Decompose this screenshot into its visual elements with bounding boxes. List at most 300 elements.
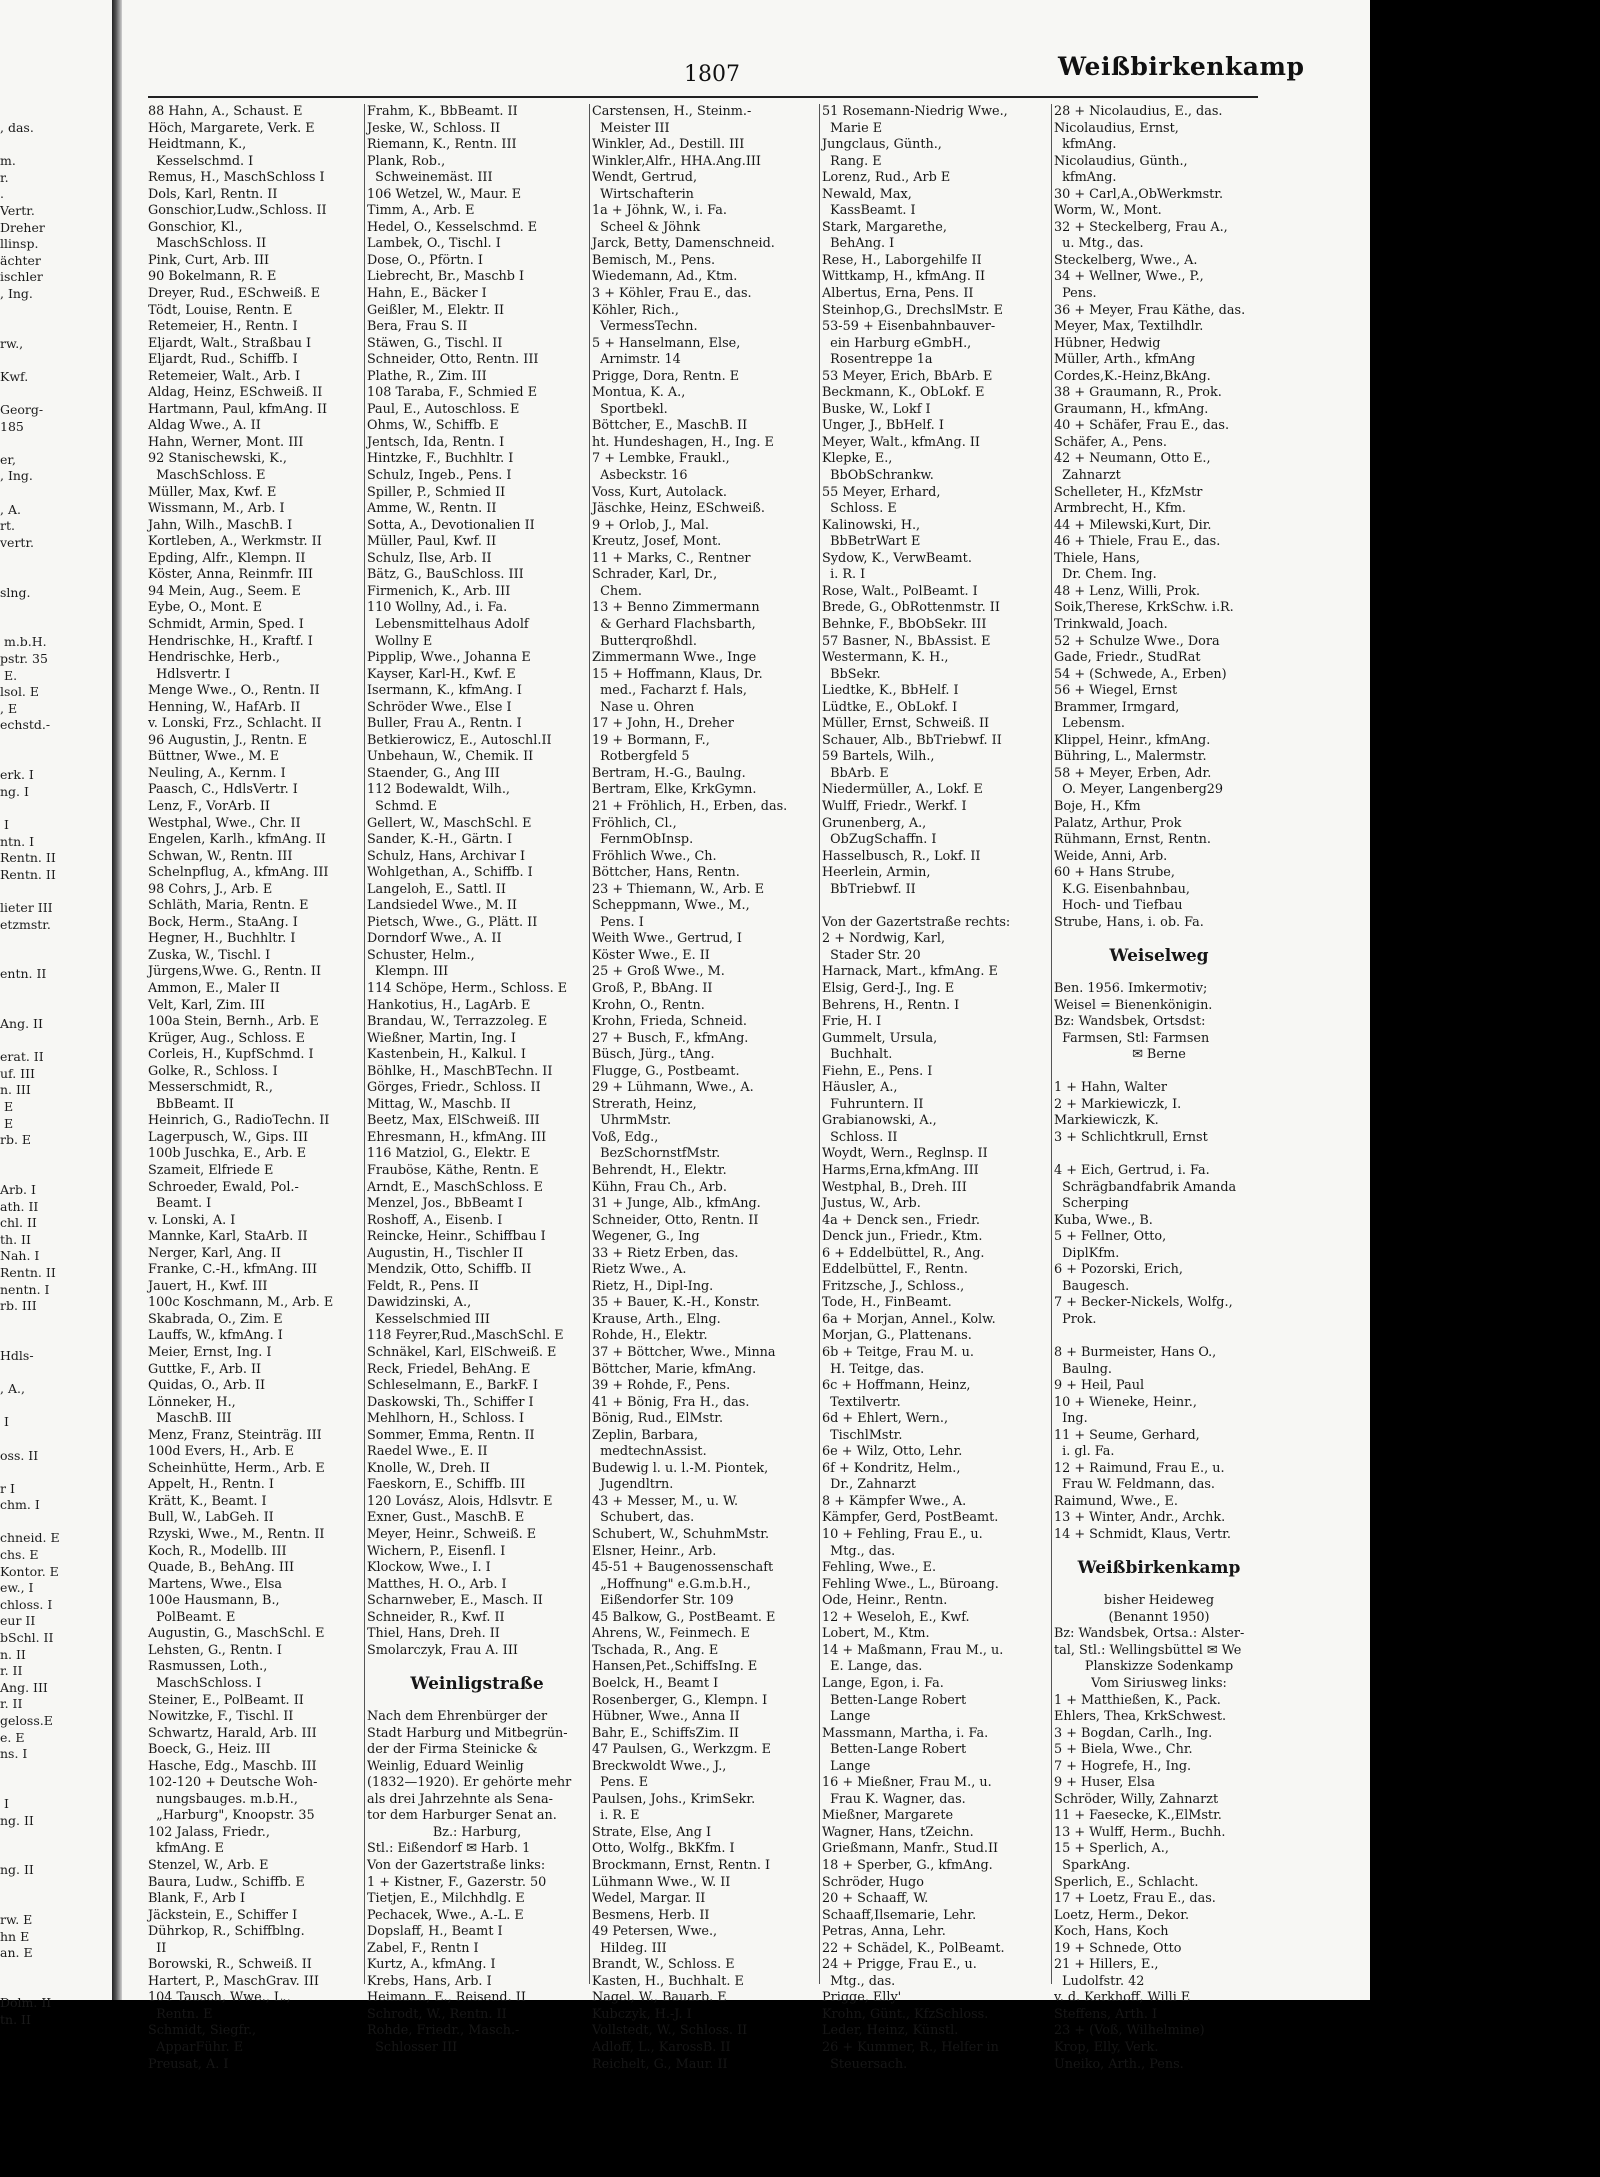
directory-entry-line: Augustin, G., MaschSchl. E — [148, 1626, 325, 1642]
directory-entry-line: Müller, Arth., kfmAng — [1054, 352, 1196, 368]
directory-entry-line: Stäwen, G., Tischl. II — [367, 335, 503, 351]
directory-entry-line: Hildeg. III — [592, 1940, 667, 1956]
directory-entry-line: medtechnAssist. — [592, 1444, 707, 1460]
directory-entry-line: Hahn, E., Bäcker I — [367, 286, 487, 302]
directory-entry-line: Fröhlich Wwe., Ch. — [592, 848, 717, 864]
directory-entry-line: Tschada, R., Ang. E — [592, 1642, 719, 1658]
directory-entry-line: Bönig, Rud., ElMstr. — [592, 1411, 724, 1427]
directory-entry-line: Szameit, Elfriede E — [148, 1163, 274, 1178]
directory-entry-line: Schneider, Otto, Rentn. III — [367, 352, 539, 368]
directory-entry-line: Jürgens,Wwe. G., Rentn. II — [148, 964, 321, 980]
directory-entry-line: 6 + Pozorski, Erich, — [1054, 1262, 1183, 1278]
directory-entry-line: 3 + Köhler, Frau E., das. — [592, 286, 752, 302]
directory-entry-line: Daskowski, Th., Schiffer I — [367, 1394, 534, 1410]
directory-entry-line: Stenzel, W., Arb. E — [148, 1857, 269, 1873]
directory-entry-line: Hendrischke, Herb., — [148, 650, 280, 666]
directory-entry-line: Kuba, Wwe., B. — [1054, 1212, 1153, 1228]
directory-entry-line: MaschSchloss. E — [148, 468, 266, 484]
directory-entry-line: Köhler, Rich., — [592, 302, 679, 318]
directory-entry-line: Graumann, H., kfmAng. — [1054, 401, 1209, 417]
directory-entry-line: 38 + Graumann, R., Prok. — [1054, 385, 1222, 401]
directory-column-4 — [822, 104, 1050, 2072]
directory-entry-line: 1 + Kistner, F., Gazerstr. 50 — [367, 1874, 547, 1890]
previous-page-edge-text: , das. m. r. . Vertr. Dreher llinsp. ächter ischler , Ing. rw., Kwf. Georg- 185 er, , Ing. , A. rt. vertr. slng. m.b.H. pstr. 35 E. lsol. E , E echstd.- erk. I ng. I I ntn. I Rentn. II Rentn. II lieter III etzmstr. entn. II Ang. II erat. II uf. III n. III E E rb. E Arb. I ath. II chl. II th. II Nah. I Rentn. II nentn. I rb. III Hdls- , A., I oss. II r I chm. I chneid. E chs. E Kontor. E ew., I chloss. I eur II bSchl. II n. II r. II Ang. III r. II geloss.E e. E ns. I I ng. II ng. II rw. E hn E an. E Dolm. II tn. II — [0, 120, 60, 2027]
directory-entry-line: 100a Stein, Bernh., Arb. E — [148, 1014, 319, 1030]
directory-entry-line: Müller, Paul, Kwf. II — [367, 534, 497, 550]
directory-entry-line: Quade, B., BehAng. III — [148, 1560, 295, 1576]
directory-entry-line: Trinkwald, Joach. — [1054, 616, 1168, 632]
directory-entry-line: Lebensm. — [1054, 716, 1125, 732]
directory-entry-line: Müller, Max, Kwf. E — [148, 484, 277, 500]
directory-entry-line: BbSekr. — [822, 666, 881, 682]
directory-entry-line: Betten-Lange Robert — [822, 1742, 967, 1758]
directory-entry-line: Massmann, Martha, i. Fa. — [822, 1725, 989, 1741]
directory-entry-line: Jäschke, Heinz, ESchweiß. — [592, 501, 765, 517]
directory-entry-line: Schwartz, Harald, Arb. III — [148, 1725, 317, 1741]
directory-entry-line: Nagel, W., Bauarb. E — [592, 1990, 727, 2006]
directory-entry-line: Wagner, Hans, tZeichn. — [822, 1824, 974, 1840]
directory-entry-line: Buller, Frau A., Rentn. I — [367, 716, 522, 732]
directory-entry-line: Armbrecht, H., Kfm. — [1054, 501, 1186, 517]
directory-entry-line: 13 + Wulff, Herm., Buchh. — [1054, 1824, 1226, 1840]
directory-entry-line: Schröder, Willy, Zahnarzt — [1054, 1791, 1219, 1807]
directory-entry-line: Beetz, Max, ElSchweiß. III — [367, 1113, 540, 1129]
directory-entry-line: Westphal, Wwe., Chr. II — [148, 815, 301, 831]
directory-entry-line: Palatz, Arthur, Prok — [1054, 815, 1182, 831]
directory-entry-line: Smolarczyk, Frau A. III — [367, 1642, 518, 1658]
directory-entry-line: Strerath, Heinz, — [592, 1096, 697, 1112]
directory-entry-line: Hdlsvertr. I — [148, 666, 231, 682]
directory-entry-line: 88 Hahn, A., Schaust. E — [148, 104, 303, 119]
directory-entry-line: Boeck, G., Heiz. III — [148, 1742, 271, 1758]
directory-entry-line: 100d Evers, H., Arb. E — [148, 1444, 295, 1460]
directory-entry-line: Brandt, W., Schloss. E — [592, 1957, 735, 1973]
directory-entry-line: Schröder, Hugo — [822, 1874, 924, 1890]
directory-entry-line: FernmObInsp. — [592, 832, 694, 848]
directory-entry-line: Dols, Karl, Rentn. II — [148, 186, 278, 202]
directory-entry-line: Klempn. III — [367, 964, 449, 980]
directory-entry-line: Geißler, M., Elektr. II — [367, 302, 505, 318]
directory-entry-line: BbArb. E — [822, 765, 889, 781]
directory-entry-line: Ehresmann, H., kfmAng. III — [367, 1129, 547, 1145]
directory-entry-line: Jauert, H., Kwf. III — [148, 1278, 268, 1294]
directory-entry-line: Denck jun., Friedr., Ktm. — [822, 1229, 983, 1245]
directory-entry-line: Ing. — [1054, 1411, 1088, 1427]
directory-entry-line: Zahnarzt — [1054, 468, 1121, 484]
directory-entry-line: Köster, Anna, Reinmfr. III — [148, 567, 313, 583]
directory-entry-line: Lauffs, W., kfmAng. I — [148, 1328, 283, 1344]
directory-entry-line: Wiedemann, Ad., Ktm. — [592, 269, 738, 285]
street-note: Vom Siriusweg links: — [1091, 1675, 1227, 1691]
directory-entry-line: Schläth, Maria, Rentn. E — [148, 898, 309, 914]
directory-entry-line: Besmens, Herb. II — [592, 1907, 710, 1923]
directory-entry-line: Hankotius, H., LagArb. E — [367, 997, 531, 1013]
directory-column-3 — [592, 104, 818, 2072]
directory-entry-line: Fritzsche, J., Schloss., — [822, 1278, 965, 1294]
directory-entry-line: Rohde, H., Elektr. — [592, 1328, 708, 1344]
directory-entry-line: Kesselschmd. I — [148, 153, 254, 169]
directory-entry-line: Krohn, O., Rentn. — [592, 997, 705, 1013]
directory-entry-line — [367, 1693, 587, 1710]
directory-entry-line: Stadt Harburg und Mitbegrün- — [367, 1725, 568, 1741]
directory-entry-line: Elsig, Gerd-J., Ing. E — [822, 980, 955, 996]
directory-entry-line: Krebs, Hans, Arb. I — [367, 1973, 492, 1989]
directory-entry-line: DiplKfm. — [1054, 1245, 1120, 1261]
directory-entry-line: Winkler, Ad., Destill. III — [592, 137, 745, 153]
directory-entry-line: Paul, E., Autoschloss. E — [367, 401, 520, 417]
directory-entry-line: Sportbekl. — [592, 401, 668, 417]
directory-entry-line: Timm, A., Arb. E — [367, 203, 475, 219]
directory-entry-line: 6b + Teitge, Frau M. u. — [822, 1345, 974, 1361]
directory-entry-line: Frauböse, Käthe, Rentn. E — [367, 1163, 539, 1178]
directory-entry-line: Strate, Else, Ang I — [592, 1824, 712, 1840]
directory-entry-line: Frau K. Wagner, das. — [822, 1791, 966, 1807]
directory-entry-line: Ben. 1956. Imkermotiv; — [1054, 980, 1208, 996]
directory-entry-line: Bera, Frau S. II — [367, 319, 468, 335]
directory-entry-line: Steuersach. — [822, 2056, 908, 2072]
directory-entry-line: Flugge, G., Postbeamt. — [592, 1063, 740, 1079]
directory-entry-line: Schloss. II — [822, 1129, 898, 1145]
directory-entry-line: u. Mtg., das. — [1054, 236, 1144, 252]
directory-entry-line: Heinrich, G., RadioTechn. II — [148, 1113, 330, 1129]
directory-entry-line: Eljardt, Rud., Schiffb. I — [148, 352, 298, 368]
directory-entry-line: Brede, G., ObRottenmstr. II — [822, 600, 1000, 616]
running-head: Weißbirkenkamp — [1058, 52, 1305, 81]
directory-entry-line: 39 + Rohde, F., Pens. — [592, 1378, 731, 1394]
directory-entry-line: 19 + Schnede, Otto — [1054, 1940, 1182, 1956]
directory-entry-line: Voß, Edg., — [592, 1129, 659, 1145]
directory-entry-line: (1832—1920). Er gehörte mehr — [367, 1775, 572, 1791]
directory-entry-line: 26 + Kummer, R., Helfer in — [822, 2039, 999, 2055]
directory-entry-line: Wichern, P., Eisenfl. I — [367, 1543, 506, 1559]
directory-entry-line: Eljardt, Walt., Straßbau I — [148, 335, 312, 351]
street-heading: Weiselweg — [1109, 945, 1209, 966]
directory-entry-line: Wießner, Martin, Ing. I — [367, 1030, 516, 1046]
directory-entry-line: Hasselbusch, R., Lokf. II — [822, 848, 981, 864]
directory-entry-line: Büsch, Jürg., tAng. — [592, 1047, 715, 1063]
directory-entry-line: Jarck, Betty, Damenschneid. — [592, 236, 775, 252]
directory-entry-line: Klepke, E., — [822, 451, 893, 467]
directory-entry-line: 6f + Kondritz, Helm., — [822, 1460, 961, 1476]
directory-entry-line: ApparFühr. E — [148, 2039, 244, 2055]
directory-entry-line: Schneider, R., Kwf. II — [367, 1609, 505, 1625]
directory-entry-line: Nerger, Karl, Ang. II — [148, 1245, 281, 1261]
directory-entry-line: Jentsch, Ida, Rentn. I — [367, 434, 505, 450]
directory-entry-line: Cordes,K.-Heinz,BkAng. — [1054, 368, 1211, 384]
directory-entry-line: 28 + Nicolaudius, E., das. — [1054, 104, 1223, 119]
directory-entry-line: Behrendt, H., Elektr. — [592, 1163, 727, 1178]
directory-entry-line: Sommer, Emma, Rentn. II — [367, 1427, 535, 1443]
directory-entry-line: 120 Lovász, Alois, Hdlsvtr. E — [367, 1493, 553, 1509]
directory-entry-line: 33 + Rietz Erben, das. — [592, 1245, 739, 1261]
directory-entry-line: Schauer, Alb., BbTriebwf. II — [822, 732, 1002, 748]
directory-entry-line: Soik,Therese, KrkSchw. i.R. — [1054, 600, 1234, 616]
directory-entry-line: 48 + Lenz, Willi, Prok. — [1054, 583, 1201, 599]
directory-entry-line: 57 Basner, N., BbAssist. E — [822, 633, 991, 649]
directory-entry-line: Frie, H. I — [822, 1014, 882, 1030]
directory-entry-line: Aldag, Heinz, ESchweiß. II — [148, 385, 323, 401]
directory-entry-line: Weinlig, Eduard Weinlig — [367, 1758, 524, 1774]
directory-entry-line: KassBeamt. I — [822, 203, 916, 219]
directory-entry-line: Amme, W., Rentn. II — [367, 501, 497, 517]
directory-entry-line: 11 + Faesecke, K.,ElMstr. — [1054, 1808, 1222, 1824]
directory-entry-line: Klockow, Wwe., I. I — [367, 1560, 491, 1576]
directory-entry-line: Betkierowicz, E., Autoschl.II — [367, 732, 552, 748]
directory-entry-line: Rotbergfeld 5 — [592, 749, 690, 765]
directory-entry-line: Schneider, Otto, Rentn. II — [592, 1212, 759, 1228]
directory-entry-line: Dührkop, R., Schiffblng. — [148, 1924, 305, 1940]
directory-entry-line: Nicolaudius, Ernst, — [1054, 120, 1179, 136]
directory-entry-line: Mtg., das. — [822, 1543, 896, 1559]
directory-entry-line: Wittkamp, H., kfmAng. II — [822, 269, 986, 285]
directory-entry-line: med., Facharzt f. Hals, — [592, 683, 747, 699]
directory-entry-line: Wissmann, M., Arb. I — [148, 501, 285, 517]
directory-entry-line: 32 + Steckelberg, Frau A., — [1054, 219, 1228, 235]
directory-entry-line: Weisel = Bienenkönigin. — [1054, 997, 1213, 1013]
directory-entry-line: 118 Feyrer,Rud.,MaschSchl. E — [367, 1328, 564, 1344]
directory-entry-line: 5 + Hanselmann, Else, — [592, 335, 741, 351]
directory-entry-line: 22 + Schädel, K., PolBeamt. — [822, 1940, 1005, 1956]
street-note: (Benannt 1950) — [1108, 1609, 1210, 1625]
directory-entry-line: Krohn, Frieda, Schneid. — [592, 1014, 747, 1030]
directory-entry-line: 7 + Lembke, Fraukl., — [592, 451, 730, 467]
directory-entry-line: Behrens, H., Rentn. I — [822, 997, 960, 1013]
directory-entry-line: 58 + Meyer, Erben, Adr. — [1054, 765, 1212, 781]
directory-entry-line: Kühn, Frau Ch., Arb. — [592, 1179, 727, 1195]
directory-entry-line: Kastenbein, H., Kalkul. I — [367, 1047, 526, 1063]
directory-entry-line: 13 + Winter, Andr., Archk. — [1054, 1510, 1226, 1526]
directory-entry-line: Ehlers, Thea, KrkSchwest. — [1054, 1709, 1227, 1725]
directory-entry-line: Elsner, Heinr., Arb. — [592, 1543, 717, 1559]
directory-entry-line: MaschSchloss. I — [148, 1675, 262, 1691]
directory-entry-line: 13 + Benno Zimmermann — [592, 600, 760, 616]
directory-entry-line: Plathe, R., Zim. III — [367, 368, 487, 384]
directory-entry-line: Chem. — [592, 583, 642, 599]
directory-entry-line: Stader Str. 20 — [822, 947, 921, 963]
directory-entry-line: Petras, Anna, Lehr. — [822, 1924, 946, 1940]
directory-entry-line: 52 + Schulze Wwe., Dora — [1054, 633, 1220, 649]
directory-entry-line: 9 + Orlob, J., Mal. — [592, 517, 709, 533]
directory-entry-line — [1054, 1328, 1264, 1345]
directory-entry-line: Langeloh, E., Sattl. II — [367, 881, 506, 897]
directory-entry-line: Lebensmittelhaus Adolf — [367, 616, 529, 632]
directory-entry-line: Schrader, Karl, Dr., — [592, 567, 718, 583]
directory-entry-line: Beamt. I — [148, 1196, 212, 1212]
directory-entry-line: 59 Bartels, Wilh., — [822, 749, 935, 765]
directory-entry-line: Schnäkel, Karl, ElSchweiß. E — [367, 1345, 557, 1361]
directory-entry-line: 98 Cohrs, J., Arb. E — [148, 881, 273, 897]
directory-entry-line: Matthes, H. O., Arb. I — [367, 1576, 507, 1592]
directory-entry-line: Sander, K.-H., Gärtn. I — [367, 832, 513, 848]
directory-entry-line: Skabrada, O., Zim. E — [148, 1311, 283, 1327]
directory-entry-line: Dr. Chem. Ing. — [1054, 567, 1157, 583]
directory-entry-line: i. gl. Fa. — [1054, 1444, 1115, 1460]
directory-entry-line: Böhlke, H., MaschBTechn. II — [367, 1063, 553, 1079]
directory-entry-line: Steckelberg, Wwe., A. — [1054, 252, 1198, 268]
directory-entry-line: Pietsch, Wwe., G., Plätt. II — [367, 914, 538, 930]
directory-entry-line: Kubczyk, H.-J. I — [592, 2006, 692, 2022]
directory-entry-line: Fröhlich, Cl., — [592, 815, 677, 831]
directory-entry-line: Faeskorn, E., Schiffb. III — [367, 1477, 526, 1493]
directory-entry-line: Lüdtke, E., ObLokf. I — [822, 699, 958, 715]
directory-entry-line: Velt, Karl, Zim. III — [148, 997, 265, 1013]
directory-entry-line: Schelnpflug, A., kfmAng. III — [148, 865, 329, 881]
directory-entry-line: Krop, Elly, Verk. — [1054, 2039, 1159, 2055]
directory-entry-line: Bock, Herm., StaAng. I — [148, 914, 298, 930]
directory-entry-line: Gummelt, Ursula, — [822, 1030, 938, 1046]
directory-entry-line: ht. Hundeshagen, H., Ing. E — [592, 434, 774, 450]
directory-entry-line: Weide, Anni, Arb. — [1054, 848, 1168, 864]
directory-entry-line: Bertram, Elke, KrkGymn. — [592, 782, 757, 798]
directory-entry-line: Prigge, Dora, Rentn. E — [592, 368, 740, 384]
directory-entry-line: Steinhop,G., DrechslMstr. E — [822, 302, 1004, 318]
directory-entry-line: tor dem Harburger Senat an. — [367, 1808, 557, 1824]
directory-entry-line: Sydow, K., VerwBeamt. — [822, 550, 972, 566]
directory-entry-line: Leder, Heinz, Künstl. — [822, 2023, 959, 2039]
directory-entry-line: 100b Juschka, E., Arb. E — [148, 1146, 307, 1162]
directory-entry-line: UhrmMstr. — [592, 1113, 672, 1129]
directory-entry-line: Eybe, O., Mont. E — [148, 600, 263, 616]
directory-entry-line: Nicolaudius, Günth., — [1054, 153, 1188, 169]
directory-entry-line: Wedel, Margar. II — [592, 1891, 706, 1907]
directory-entry-line: Retemeier, Walt., Arb. I — [148, 368, 300, 384]
directory-entry-line: Meier, Ernst, Ing. I — [148, 1345, 272, 1361]
directory-entry-line: Hansen,Pet.,SchiffsIng. E — [592, 1659, 758, 1675]
directory-entry-line: Nach dem Ehrenbürger der — [367, 1709, 548, 1725]
directory-entry-line: Farmsen, Stl: Farmsen — [1054, 1030, 1210, 1046]
directory-entry-line: 56 + Wiegel, Ernst — [1054, 683, 1178, 699]
directory-entry-line: Spiller, P., Schmied II — [367, 484, 506, 500]
directory-entry-line: Plank, Rob., — [367, 153, 446, 169]
directory-entry-line: 94 Mein, Aug., Seem. E — [148, 583, 301, 599]
directory-entry-line: Rietz, H., Dipl-Ing. — [592, 1278, 714, 1294]
directory-entry-line: 23 + (Voß, Wilhelmine) — [1054, 2023, 1205, 2039]
directory-entry-line: Schulz, Ingeb., Pens. I — [367, 468, 512, 484]
directory-entry-line: Meyer, Max, Textilhdlr. — [1054, 319, 1204, 335]
directory-entry-line: Dorndorf Wwe., A. II — [367, 931, 502, 947]
directory-entry-line: Lobert, M., Ktm. — [822, 1626, 930, 1642]
directory-entry-line: Pens. — [1054, 286, 1097, 302]
directory-entry-line: Ohms, W., Schiffb. E — [367, 418, 499, 434]
directory-entry-line: 102-120 + Deutsche Woh- — [148, 1775, 318, 1791]
directory-entry-line: Kalinowski, H., — [822, 517, 921, 533]
directory-entry-line: 112 Bodewaldt, Wilh., — [367, 782, 511, 798]
directory-entry-line: 11 + Seume, Gerhard, — [1054, 1427, 1200, 1443]
directory-entry-line: Meyer, Walt., kfmAng. II — [822, 434, 980, 450]
directory-entry-line: Krätt, K., Beamt. I — [148, 1493, 267, 1509]
directory-entry-line: Pens. E — [592, 1775, 649, 1791]
directory-entry-line: Böttcher, E., MaschB. II — [592, 418, 748, 434]
directory-entry-line: 21 + Hillers, E., — [1054, 1957, 1159, 1973]
directory-entry-line: Bull, W., LabGeh. II — [148, 1510, 274, 1526]
directory-entry-line: Schloss. E — [822, 501, 897, 517]
directory-entry-line: 40 + Schäfer, Frau E., das. — [1054, 418, 1230, 434]
directory-entry-line: Brandau, W., Terrazzoleg. E — [367, 1014, 548, 1030]
directory-entry-line: Bemisch, M., Pens. — [592, 252, 716, 268]
directory-entry-line: Rietz Wwe., A. — [592, 1262, 687, 1278]
directory-entry-line: Roshoff, A., Eisenb. I — [367, 1212, 503, 1228]
directory-entry-line: Schulz, Hans, Archivar I — [367, 848, 526, 864]
directory-entry-line: Corleis, H., KupfSchmd. I — [148, 1047, 314, 1063]
directory-entry-line: Menzel, Jos., BbBeamt I — [367, 1196, 523, 1212]
directory-entry-line: Dr., Zahnarzt — [822, 1477, 916, 1493]
directory-entry-line: Eißendorfer Str. 109 — [592, 1593, 734, 1609]
directory-entry-line: Frahm, K., BbBeamt. II — [367, 104, 518, 119]
directory-entry-line: BbBetrWart E — [822, 534, 921, 550]
directory-entry-line: kfmAng. — [1054, 170, 1117, 186]
directory-entry-line: 14 + Schmidt, Klaus, Vertr. — [1054, 1527, 1231, 1543]
directory-entry-line: Heerlein, Armin, — [822, 865, 931, 881]
directory-entry-line: 10 + Fehling, Frau E., u. — [822, 1527, 983, 1543]
directory-entry-line: Henning, W., HafArb. II — [148, 699, 301, 715]
directory-entry-line: 5 + Biela, Wwe., Chr. — [1054, 1742, 1193, 1758]
directory-entry-line: Albertus, Erna, Pens. II — [822, 286, 974, 302]
directory-entry-line: Landsiedel Wwe., M. II — [367, 898, 517, 914]
directory-entry-line: Schubert, W., SchuhmMstr. — [592, 1527, 770, 1543]
directory-entry-line: Justus, W., Arb. — [822, 1196, 921, 1212]
directory-entry-line: Asbeckstr. 16 — [592, 468, 688, 484]
directory-entry-line: Heidtmann, K., — [148, 137, 247, 153]
directory-entry-line: 12 + Raimund, Frau E., u. — [1054, 1460, 1225, 1476]
directory-entry-line: Raimund, Wwe., E. — [1054, 1493, 1178, 1509]
directory-entry-line: Schmidt, Siegfr., — [148, 2023, 257, 2039]
directory-entry-line: Morjan, G., Plattenans. — [822, 1328, 972, 1344]
directory-entry-line: Woydt, Wern., Reglnsp. II — [822, 1146, 988, 1162]
directory-entry-line: Meister III — [592, 120, 670, 136]
directory-entry-line: Schrodt, W., Rentn. II — [367, 2006, 507, 2022]
directory-entry-line: Rose, Walt., PolBeamt. I — [822, 583, 978, 599]
directory-entry-line: Borowski, R., Schweiß. II — [148, 1957, 312, 1973]
directory-entry-line: 4a + Denck sen., Friedr. — [822, 1212, 980, 1228]
directory-entry-line: Weith Wwe., Gertrud, I — [592, 931, 742, 947]
directory-entry-line: Montua, K. A., — [592, 385, 686, 401]
directory-entry-line: Hoch- und Tiefbau — [1054, 898, 1183, 914]
directory-entry-line: Strube, Hans, i. ob. Fa. — [1054, 914, 1204, 930]
directory-entry-line: 8 + Burmeister, Hans O., — [1054, 1345, 1217, 1361]
directory-entry-line: Menz, Franz, Steinträg. III — [148, 1427, 322, 1443]
directory-entry-line: Gonschior, Kl., — [148, 219, 243, 235]
directory-entry-line: Hartert, P., MaschGrav. III — [148, 1973, 319, 1989]
directory-entry-line: 9 + Huser, Elsa — [1054, 1775, 1156, 1791]
directory-entry-line: Baulng. — [1054, 1361, 1113, 1377]
directory-entry-line: Kreutz, Josef, Mont. — [592, 534, 722, 550]
directory-entry-line: Harnack, Mart., kfmAng. E — [822, 964, 998, 980]
directory-entry-line: Baugesch. — [1054, 1278, 1130, 1294]
directory-entry-line: Jungclaus, Günth., — [822, 137, 942, 153]
column-divider — [364, 104, 365, 1984]
directory-entry-line: Dreyer, Rud., ESchweiß. E — [148, 286, 321, 302]
directory-entry-line: Gonschior,Ludw.,Schloss. II — [148, 203, 327, 219]
directory-entry-line: Liedtke, K., BbHelf. I — [822, 683, 959, 699]
directory-entry-line: Textilvertr. — [822, 1394, 901, 1410]
directory-entry-line: Hübner, Wwe., Anna II — [592, 1709, 740, 1725]
directory-entry-line: Prigge, Elly' — [822, 1990, 902, 2006]
directory-entry-line: Ammon, E., Maler II — [148, 980, 280, 996]
directory-entry-line: Schubert, das. — [592, 1510, 695, 1526]
directory-entry-line: VermessTechn. — [592, 319, 698, 335]
directory-entry-line: ein Harburg eGmbH., — [822, 335, 972, 351]
directory-entry-line — [1054, 1577, 1264, 1594]
column-divider — [819, 104, 820, 1984]
directory-column-5 — [1054, 104, 1264, 2072]
directory-entry-line: H. Teitge, das. — [822, 1361, 925, 1377]
directory-entry-line: Bahr, E., SchiffsZim. II — [592, 1725, 739, 1741]
directory-entry-line: Reck, Friedel, BehAng. E — [367, 1361, 531, 1377]
directory-entry-line: Wendt, Gertrud, — [592, 170, 698, 186]
directory-entry-line: Klippel, Heinr., kfmAng. — [1054, 732, 1211, 748]
directory-entry-line: Brammer, Irmgard, — [1054, 699, 1180, 715]
directory-entry-line: Martens, Wwe., Elsa — [148, 1576, 283, 1592]
